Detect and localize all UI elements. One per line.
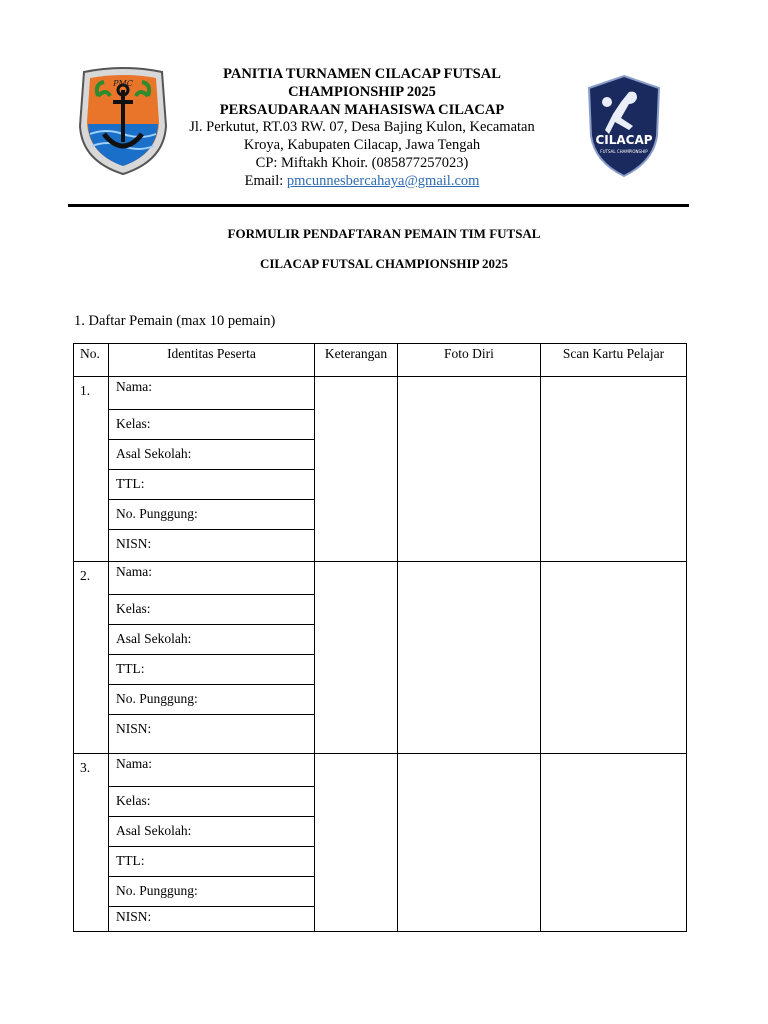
org-name-line2: CHAMPIONSHIP 2025 <box>288 83 436 100</box>
row-number: 3. <box>74 754 109 932</box>
col-header-photo: Foto Diri <box>398 344 541 377</box>
field-ttl[interactable]: TTL: <box>109 470 314 500</box>
notes-cell[interactable] <box>315 562 398 754</box>
student-card-cell[interactable] <box>541 754 687 932</box>
contact-person: CP: Miftakh Khoir. (085877257023) <box>255 154 469 171</box>
field-nisn[interactable]: NISN: <box>116 909 152 924</box>
field-asal-sekolah[interactable]: Asal Sekolah: <box>109 625 314 655</box>
photo-cell[interactable] <box>398 377 541 562</box>
field-kelas[interactable]: Kelas: <box>109 410 314 440</box>
cfc-shield-logo <box>585 74 663 178</box>
pmc-logo-text: PMC <box>113 79 133 88</box>
table-header-row <box>74 344 687 377</box>
cfc-logo-subtext: FUTSAL CHAMPIONSHIP <box>600 149 648 154</box>
field-nama[interactable]: Nama: <box>109 754 314 787</box>
field-asal-sekolah[interactable]: Asal Sekolah: <box>109 440 314 470</box>
letterhead <box>180 66 544 191</box>
field-ttl[interactable]: TTL: <box>109 847 314 877</box>
field-kelas[interactable]: Kelas: <box>109 595 314 625</box>
row-number: 1. <box>74 377 109 562</box>
pmc-logo <box>76 66 170 176</box>
player-table <box>73 343 687 932</box>
field-ttl[interactable]: TTL: <box>109 655 314 685</box>
field-nisn[interactable]: NISN: <box>116 536 152 551</box>
field-kelas[interactable]: Kelas: <box>109 787 314 817</box>
field-nama[interactable]: Nama: <box>109 562 314 595</box>
col-header-notes: Keterangan <box>315 344 398 377</box>
form-subtitle: CILACAP FUTSAL CHAMPIONSHIP 2025 <box>259 256 509 271</box>
student-card-cell[interactable] <box>541 562 687 754</box>
table-row <box>74 377 687 562</box>
field-nama[interactable]: Nama: <box>109 377 314 410</box>
field-no-punggung[interactable]: No. Punggung: <box>109 685 314 715</box>
row-number: 2. <box>74 562 109 754</box>
address-line1: Jl. Perkutut, RT.03 RW. 07, Desa Bajing Kulon, Kecamatan <box>189 119 535 136</box>
student-card-cell[interactable] <box>541 377 687 562</box>
address-line2: Kroya, Kabupaten Cilacap, Jawa Tengah <box>243 137 481 154</box>
email-label: Email: <box>244 172 287 189</box>
col-header-no: No. <box>74 344 109 377</box>
identity-cell <box>109 377 315 562</box>
identity-cell <box>109 562 315 754</box>
identity-cell <box>109 754 315 932</box>
form-title: FORMULIR PENDAFTARAN PEMAIN TIM FUTSAL <box>227 226 541 241</box>
field-no-punggung[interactable]: No. Punggung: <box>109 877 314 907</box>
org-name-line3: PERSAUDARAAN MAHASISWA CILACAP <box>219 101 505 118</box>
col-header-student-card: Scan Kartu Pelajar <box>541 344 687 377</box>
email-line <box>180 173 544 191</box>
photo-cell[interactable] <box>398 754 541 932</box>
email-link[interactable]: pmcunnesbercahaya@gmail.com <box>286 172 480 189</box>
org-name-line1: PANITIA TURNAMEN CILACAP FUTSAL <box>223 66 501 82</box>
notes-cell[interactable] <box>315 754 398 932</box>
notes-cell[interactable] <box>315 377 398 562</box>
photo-cell[interactable] <box>398 562 541 754</box>
field-no-punggung[interactable]: No. Punggung: <box>109 500 314 530</box>
field-asal-sekolah[interactable]: Asal Sekolah: <box>109 817 314 847</box>
cfc-logo-text: CILACAP <box>595 133 653 147</box>
field-nisn[interactable]: NISN: <box>116 721 152 736</box>
col-header-identity: Identitas Peserta <box>109 344 315 377</box>
section-heading: 1. Daftar Pemain (max 10 pemain) <box>74 313 276 329</box>
header-divider <box>68 204 689 207</box>
table-row <box>74 562 687 754</box>
table-row <box>74 754 687 932</box>
